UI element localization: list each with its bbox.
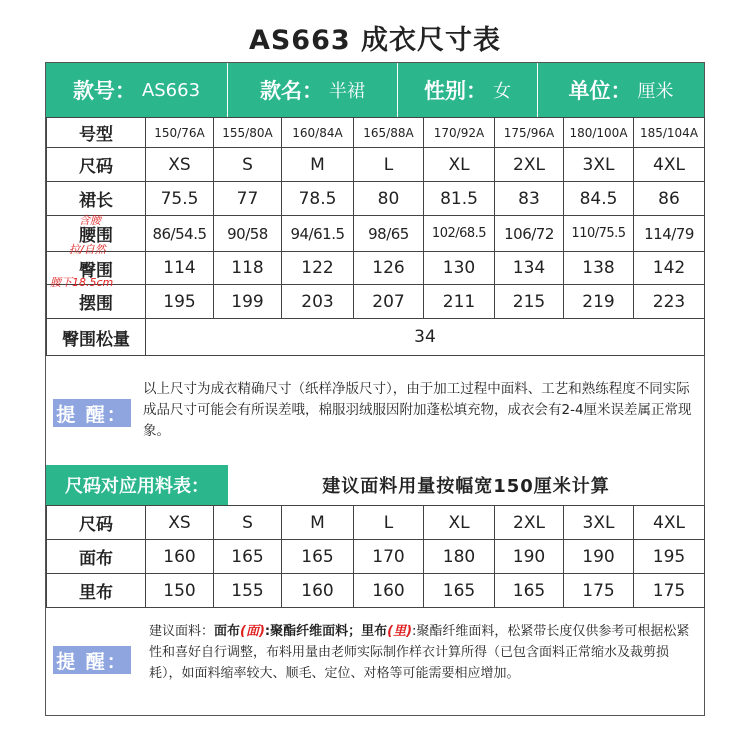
value-cell: 142: [634, 252, 705, 285]
size-code-cell: 155/80A: [214, 118, 282, 148]
value-cell: 77: [214, 182, 282, 216]
value-cell: 160: [354, 574, 424, 608]
value-cell: 219: [564, 285, 634, 319]
fabric-table: [46, 505, 705, 608]
size-cell: L: [354, 506, 424, 540]
table-row: [47, 216, 705, 252]
style-number-value: AS663: [141, 79, 201, 101]
fabric-section-header: [46, 465, 704, 505]
hip-note: 腰下18.5cm: [50, 276, 114, 289]
size-cell: M: [282, 506, 354, 540]
value-cell: 160: [146, 540, 214, 574]
row-header-waist: [47, 214, 146, 256]
row-header: 号型: [47, 118, 146, 148]
tip-red-note: (里): [387, 624, 413, 639]
size-code-cell: 165/88A: [354, 118, 424, 148]
row-header: 尺码: [47, 148, 146, 182]
table-row: [47, 252, 705, 285]
size-cell: XL: [424, 506, 495, 540]
size-code-cell: 180/100A: [564, 118, 634, 148]
value-cell: 165: [495, 574, 564, 608]
size-code-cell: 185/104A: [634, 118, 705, 148]
value-cell: 160: [282, 574, 354, 608]
value-cell: 126: [354, 252, 424, 285]
size-cell: 4XL: [634, 506, 705, 540]
value-cell: 165: [282, 540, 354, 574]
tip-box-2: [46, 609, 704, 715]
row-header: 尺码: [47, 506, 146, 540]
value-cell: 215: [495, 285, 564, 319]
product-info-bar: [46, 63, 704, 117]
value-cell: 195: [146, 285, 214, 319]
value-cell: 138: [564, 252, 634, 285]
table-row: [47, 574, 705, 608]
table-row: [47, 148, 705, 182]
value-cell: 150: [146, 574, 214, 608]
value-cell: 134: [495, 252, 564, 285]
value-cell: 207: [354, 285, 424, 319]
size-cell: 3XL: [564, 506, 634, 540]
value-cell: 98/65: [354, 216, 424, 252]
value-cell: 94/61.5: [282, 216, 354, 252]
table-row: [47, 118, 705, 148]
tip-red-note: (面): [240, 624, 265, 639]
fabric-section-label: 尺码对应用料表：: [46, 465, 228, 505]
size-cell: S: [214, 506, 282, 540]
value-cell: 102/68.5: [424, 216, 495, 252]
value-cell: 80: [354, 182, 424, 216]
hip-ease-value: 34: [146, 319, 705, 356]
style-number-label: 款号：: [72, 79, 136, 103]
row-header-hip: [47, 252, 146, 289]
value-cell: 78.5: [282, 182, 354, 216]
value-cell: 155: [214, 574, 282, 608]
tip-label: 提 醒：: [53, 646, 131, 674]
row-header-label: 腰围: [79, 226, 113, 246]
value-cell: 180: [424, 540, 495, 574]
unit-value: 厘米: [637, 81, 674, 102]
tip-keyword-outer: 面布: [214, 624, 241, 639]
value-cell: 211: [424, 285, 495, 319]
value-cell: 165: [424, 574, 495, 608]
size-code-cell: 175/96A: [495, 118, 564, 148]
fabric-section-title: 建议面料用量按幅宽150厘米计算: [322, 476, 610, 497]
tip-text: 以上尺寸为成衣精确尺寸（纸样净版尺寸），由于加工过程中面料、工艺和熟练程度不同实际成品尺寸可能会有所误差哦，棉服羽绒服因附加蓬松填充物，成衣会有2-4厘米误差属正常现象。: [143, 381, 692, 439]
row-header: 裙长: [47, 182, 146, 216]
value-cell: 175: [564, 574, 634, 608]
waist-note-top: 含腰: [79, 214, 101, 227]
gender-cell: [398, 63, 538, 117]
value-cell: 114: [146, 252, 214, 285]
value-cell: 90/58: [214, 216, 282, 252]
value-cell: 122: [282, 252, 354, 285]
size-cell: 3XL: [564, 148, 634, 182]
row-header: 臀围松量: [47, 319, 146, 356]
tip-text-part: :聚酯纤维面料，松紧带长度仅供参考可根据松紧性和喜好自行调整，布料用量由老师实际制作样衣计算所得（已包含面料正常缩水及裁剪损耗），如面料缩率较大、顺毛、定位、对格等可能需要相应增加。: [149, 624, 690, 681]
value-cell: 114/79: [634, 216, 705, 252]
unit-label: 单位：: [568, 79, 632, 103]
size-cell: 2XL: [495, 506, 564, 540]
row-header-label: 臀围: [79, 260, 113, 281]
value-cell: 118: [214, 252, 282, 285]
row-header: 里布: [47, 574, 146, 608]
value-cell: 203: [282, 285, 354, 319]
tip-text-part: 建议面料：: [149, 624, 215, 639]
size-cell: XS: [146, 148, 214, 182]
tip-keyword-lining: 里布: [361, 624, 388, 639]
value-cell: 190: [564, 540, 634, 574]
size-cell: M: [282, 148, 354, 182]
tip-box-1: [46, 369, 704, 461]
size-cell: S: [214, 148, 282, 182]
size-cell: L: [354, 148, 424, 182]
size-table: [46, 117, 705, 356]
gender-label: 性别：: [424, 79, 487, 103]
style-name-cell: [228, 63, 398, 117]
tip-label: 提 醒：: [53, 399, 131, 427]
size-cell: 4XL: [634, 148, 705, 182]
size-code-cell: 150/76A: [146, 118, 214, 148]
table-row: [47, 319, 705, 356]
value-cell: 75.5: [146, 182, 214, 216]
value-cell: 175: [634, 574, 705, 608]
value-cell: 165: [214, 540, 282, 574]
value-cell: 83: [495, 182, 564, 216]
table-row: [47, 182, 705, 216]
size-sheet: [45, 62, 705, 716]
row-header: 面布: [47, 540, 146, 574]
value-cell: 84.5: [564, 182, 634, 216]
value-cell: 110/75.5: [564, 216, 634, 252]
page-title: AS663 成衣尺寸表: [248, 25, 502, 56]
value-cell: 170: [354, 540, 424, 574]
size-cell: 2XL: [495, 148, 564, 182]
size-code-cell: 160/84A: [282, 118, 354, 148]
value-cell: 86/54.5: [146, 216, 214, 252]
table-row: [47, 540, 705, 574]
tip-text: [149, 621, 695, 684]
row-header: 摆围: [47, 285, 146, 319]
unit-cell: [538, 63, 704, 117]
value-cell: 190: [495, 540, 564, 574]
size-cell: XS: [146, 506, 214, 540]
value-cell: 195: [634, 540, 705, 574]
size-cell: XL: [424, 148, 495, 182]
value-cell: 130: [424, 252, 495, 285]
tip-text-part: :聚酯纤维面料；: [264, 624, 362, 639]
waist-note-bottom: 拉/自然: [69, 243, 106, 256]
style-name-value: 半裙: [329, 81, 365, 102]
style-name-label: 款名：: [260, 79, 323, 103]
value-cell: 223: [634, 285, 705, 319]
gender-value: 女: [493, 81, 511, 102]
style-number-cell: [46, 63, 228, 117]
value-cell: 86: [634, 182, 705, 216]
value-cell: 106/72: [495, 216, 564, 252]
size-code-cell: 170/92A: [424, 118, 495, 148]
value-cell: 199: [214, 285, 282, 319]
table-row: [47, 285, 705, 319]
table-row: [47, 506, 705, 540]
value-cell: 81.5: [424, 182, 495, 216]
